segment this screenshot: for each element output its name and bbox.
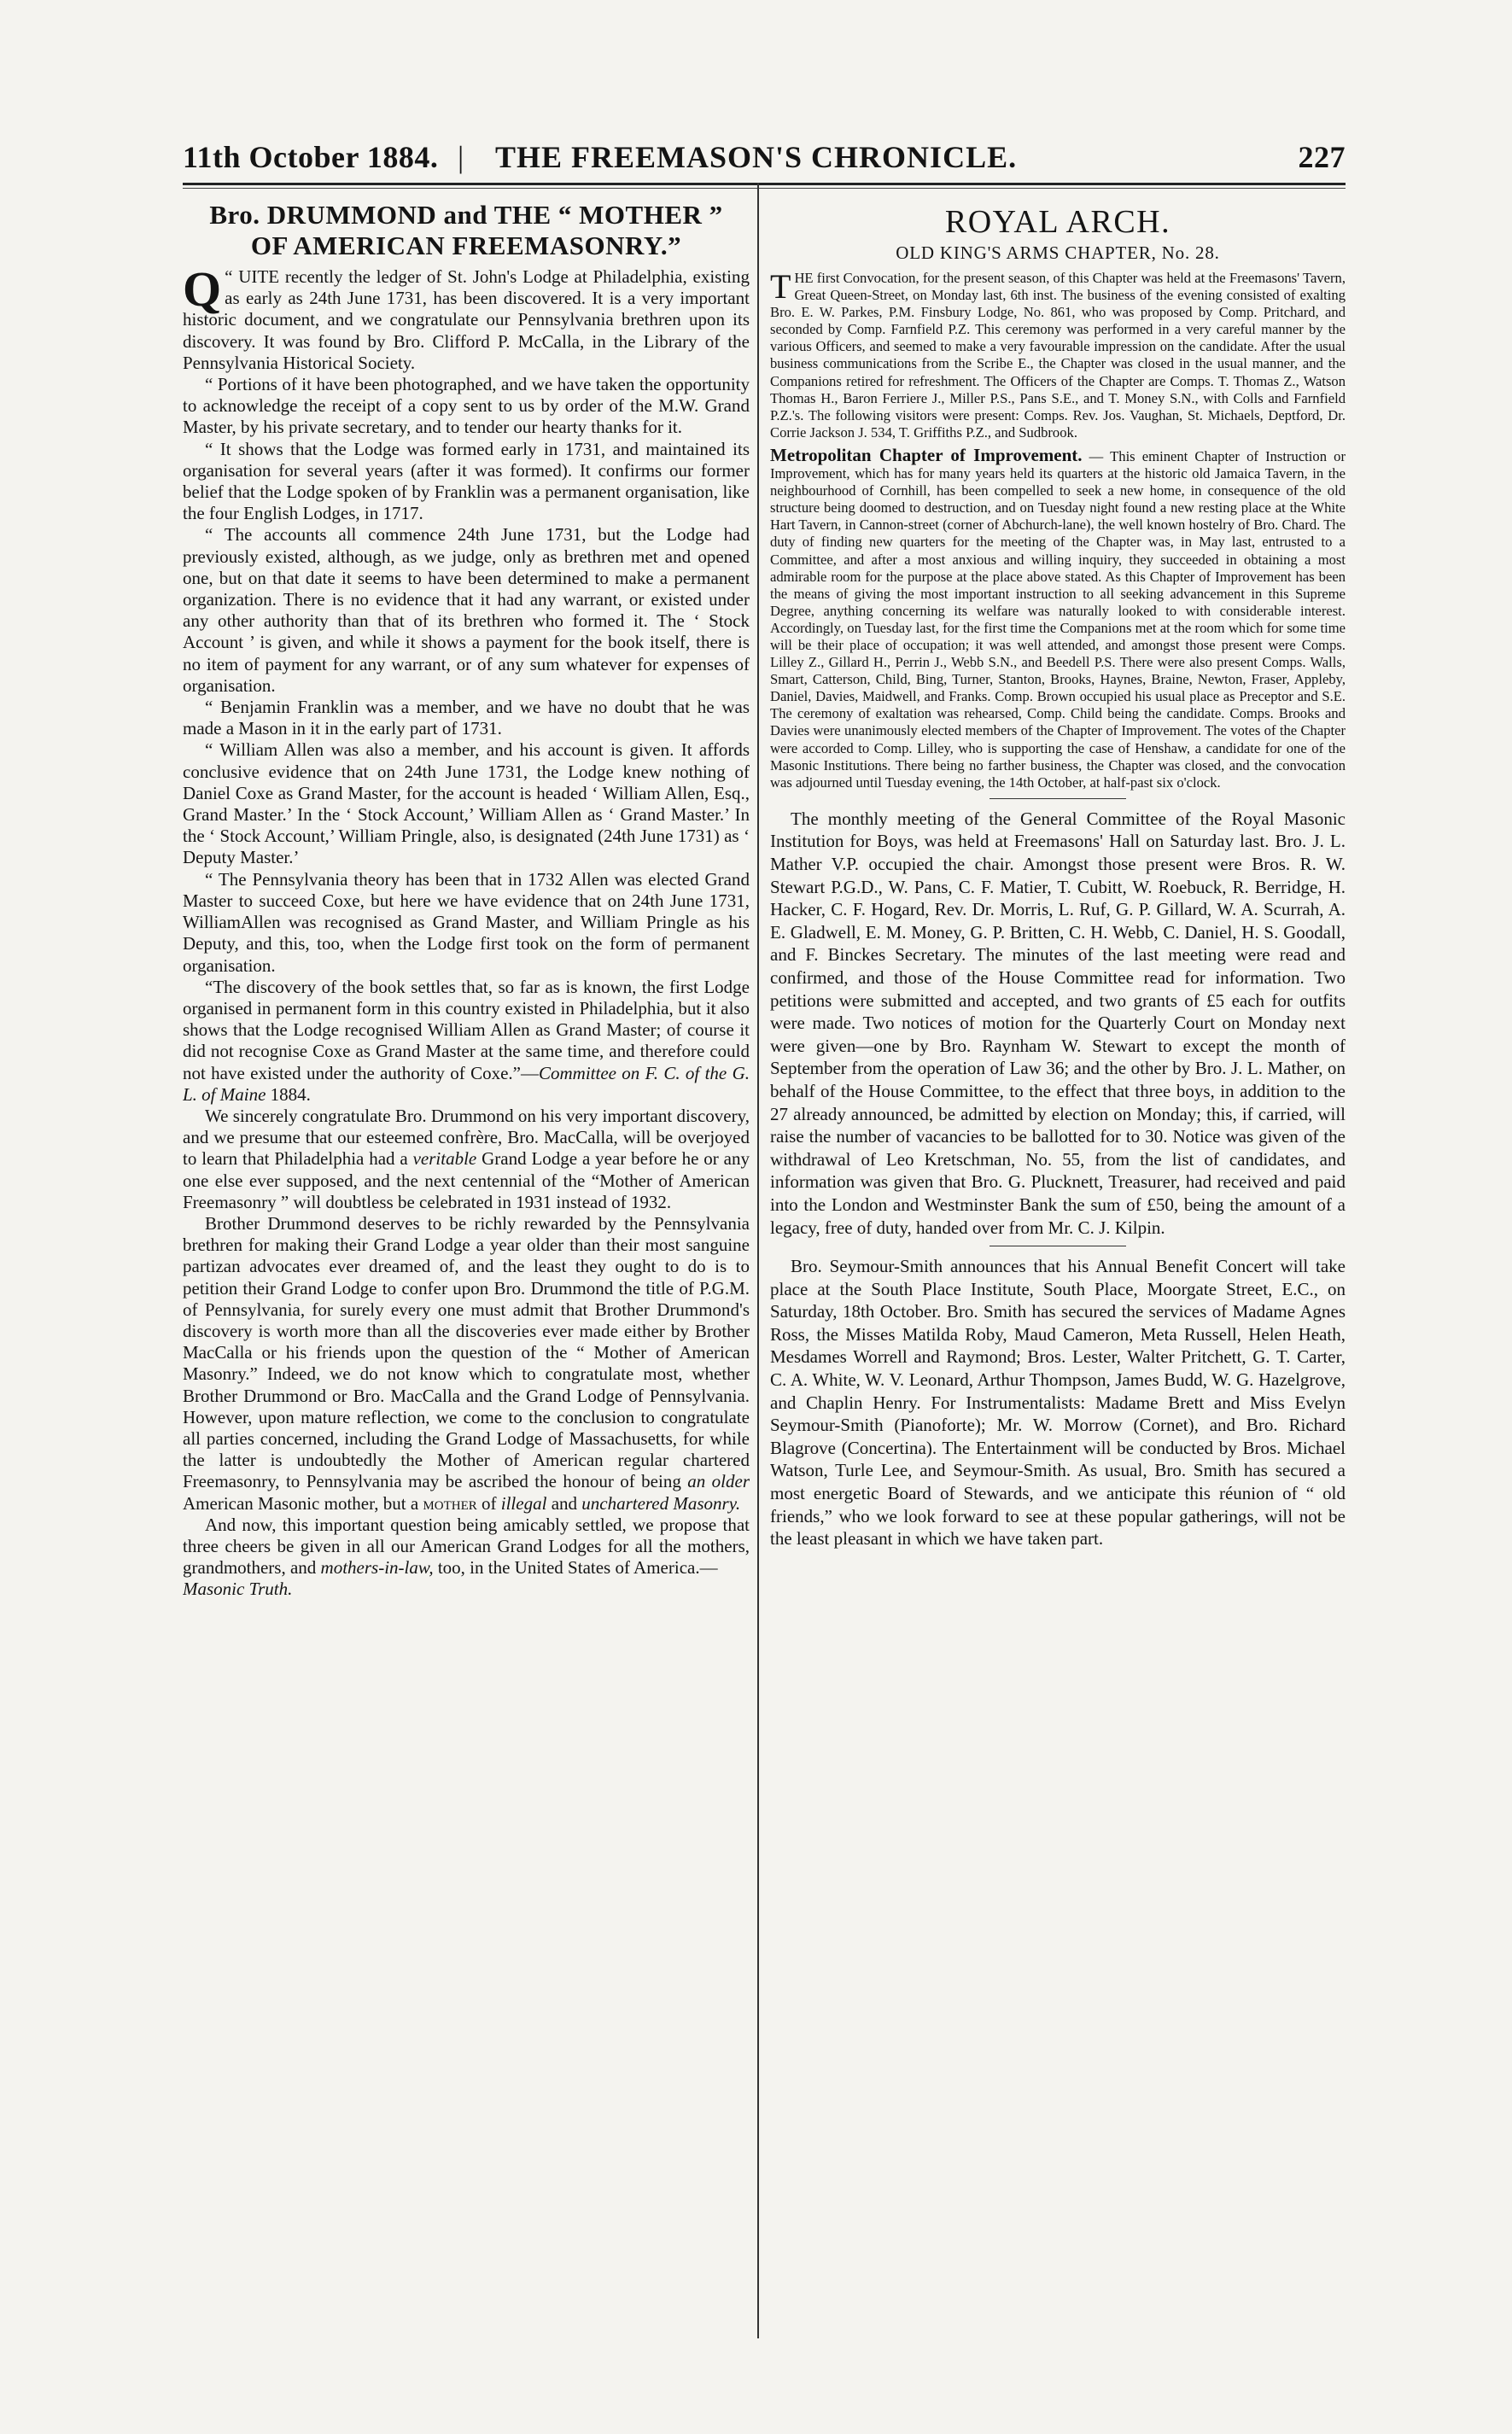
- publication-title: THE FREEMASON'S CHRONICLE.: [495, 140, 1018, 174]
- paragraph-1-text: UITE recently the ledger of St. John's Lodge at Philadelphia, existing as early as 24th June 1731, has been discovered. It is a very important historic document, and we congratulate our Pennsylvania brethren upon its discovery. It was found by Bro. Clifford P. McCalla, in the Library of the Pennsylvania Historical Society.: [183, 266, 750, 373]
- paragraph-10-text-c: of: [476, 1492, 501, 1514]
- paragraph-4: “ The accounts all commence 24th June 1731, but the Lodge had previously existed, although, as we judge, only as brethren met and opened one, but on that date it seems to have been determined to make a permanent organization. There is no evidence that it had any warrant, or existed under any other authority than that of its brethren who formed it. The ‘ Stock Account ’ is given, and while it shows a payment for the book itself, there is no item of payment for any warrant, or of any sum whatever for expenses of organisation.: [183, 524, 750, 696]
- paragraph-6: “ William Allen was also a member, and his account is given. It affords conclusive evidence that on 24th June 1731, the Lodge knew nothing of Daniel Coxe as Grand Master, for the account is headed ‘ William Allen, Esq., Grand Master.’ In the ‘ Stock Account,’ William Allen as ‘ Grand Master.’ In the ‘ Stock Account,’ William Pringle, also, is designated (24th June 1731) as ‘ Deputy Master.’: [183, 739, 750, 868]
- source-credit-text: Masonic Truth.: [183, 1579, 293, 1600]
- chapter-heading: OLD KING'S ARMS CHAPTER, No. 28.: [896, 242, 1220, 263]
- boys-institution-notice: [770, 808, 1346, 1239]
- section-heading-royal-arch: ROYAL ARCH.: [944, 204, 1171, 240]
- paragraph-10-small-caps: mother: [423, 1492, 477, 1514]
- paragraph-11-text-a: And now, this important question being amicably settled, we propose that three cheers be given in all our American Grand Lodges for all the mothers, grandmothers, and: [183, 1514, 750, 1579]
- paragraph-10-emphasis-3: unchartered Masonry.: [581, 1492, 741, 1514]
- paragraph-10-emphasis-2: illegal: [500, 1492, 547, 1514]
- metropolitan-chapter-text: — This eminent Chapter of Instruction or Improvement, which has for many years held its quarters at the historic old Jamaica Tavern, in the neighbourhood of Cornhill, has been compelled to seek a new home, in consequence of the old structure being doomed to destruction, and on Tuesday night found a new resting place at the White Hart Tavern, in Cannon-street (corner of Abchurch-lane), the well known hostelry of Bro. Chard. The duty of finding new quarters for the meeting of the Chapter was, in May last, entrusted to a Committee, and after a most anxious and willing inquiry, they succeeded in obtaining a most admirable room for the purpose at the place above stated. As this Chapter of Improvement has been the means of giving the most important instruction to all seeking advancement in this Supreme Degree, anything concerning its welfare was naturally looked to with considerable interest. Accordingly, on Tuesday last, for the first time the Companions met at the room which for some time will be their place of occupation; it was well attended, and amongst those present were Comps. Lilley Z., Gillard H., Perrin J., Webb S.N., and Beedell P.S. There were also present Comps. Walls, Smart, Catterson, Child, Bing, Turner, Stanton, Brooks, Haynes, Braine, Newton, Fraser, Appleby, Daniel, Davies, Maidwell, and Franks. Comp. Brown occupied his usual place as Preceptor and S.E. The ceremony of exaltation was rehearsed, Comp. Child being the candidate. Comps. Brooks and Davies were unanimously elected members of the Chapter of Improvement. The votes of the Chapter were accorded to Comp. Lilley, who is supporting the case of Henshaw, a candidate for one of the Masonic Institutions. There being no farther business, the Chapter was closed, and the convocation was adjourned until Tuesday evening, the 14th October, at half-past six o'clock.: [770, 447, 1346, 791]
- metropolitan-chapter-heading: Metropolitan Chapter of Improvement.: [770, 444, 1083, 465]
- column-divider: [757, 183, 759, 2338]
- page-header: [183, 139, 1346, 182]
- drop-cap: Q: [183, 261, 222, 317]
- section-separator: [990, 798, 1126, 799]
- royal-arch-report: [770, 267, 1346, 791]
- drop-cap: T: [770, 267, 791, 306]
- paragraph-10-emphasis-1: an older: [687, 1471, 750, 1492]
- paragraph-1: [183, 261, 750, 374]
- paragraph-10: [183, 1213, 750, 1515]
- paragraph-2: “ Portions of it have been photographed, and we have taken the opportunity to acknowledge the receipt of a copy sent to us by order of the M.W. Grand Master, by his private secretary, and to tender our hearty thanks for it.: [183, 374, 750, 438]
- paragraph-3: “ It shows that the Lodge was formed early in 1731, and maintained its organisation for several years (after it was formed). It confirms our former belief that the Lodge spoken of by Franklin was a permanent organisation, like the four English Lodges, in 1717.: [183, 438, 750, 524]
- paragraph-9: [183, 1106, 750, 1213]
- article-title-line-2: OF AMERICAN FREEMASONRY.”: [250, 231, 682, 260]
- opening-quote: “: [225, 266, 239, 287]
- header-divider: |: [458, 140, 464, 174]
- paragraph-8-text: “The discovery of the book settles that, so far as is known, the first Lodge organised in permanent form in this country existed in Philadelphia, but it also shows that the Lodge recognised William Allen as Grand Master; of course it did not recognise Coxe as Grand Master at the same time, and therefore could not have existed under the authority of Coxe.”—: [183, 976, 750, 1083]
- paragraph-9-emphasis: veritable: [412, 1148, 477, 1170]
- paragraph-9-text-b: Grand Lodge a year before he or any one else ever supposed, and the next centennial of the “Mother of American Freemasonry ” will doubtless be celebrated in 1931 instead of 1932.: [183, 1148, 750, 1212]
- concert-notice: [770, 1255, 1346, 1550]
- source-credit: [183, 1579, 750, 1600]
- page-number: 227: [1298, 140, 1346, 174]
- issue-date: 11th October 1884.: [183, 140, 439, 174]
- citation: Committee on F. C. of the G. L. of Maine: [183, 1062, 750, 1105]
- paragraph-7: “ The Pennsylvania theory has been that in 1732 Allen was elected Grand Master to succeed Coxe, but here we have evidence that on 24th June 1731, WilliamAllen was recognised as Grand Master, and William Pringle as his Deputy, and this, too, when the Lodge first took on the form of permanent organisation.: [183, 868, 750, 976]
- chapter-report-paragraph: [770, 267, 1346, 441]
- paragraph-8: [183, 977, 750, 1106]
- paragraph-10-text-b: American Masonic mother, but a: [183, 1492, 423, 1514]
- paragraph-5: “ Benjamin Franklin was a member, and we have no doubt that he was made a Mason in it in the early part of 1731.: [183, 697, 750, 739]
- citation-year: 1884.: [266, 1083, 311, 1105]
- paragraph-10-text-d: and: [546, 1492, 582, 1514]
- paragraph-10-text-a: Brother Drummond deserves to be richly rewarded by the Pennsylvania brethren for making their Grand Lodge a year older than their most sanguine partizan advocates ever dreamed of, and the least they ought to do is to petition their Grand Lodge to confer upon Bro. Drummond the title of P.G.M. of Pennsylvania, for surely every one must admit that Brother Drummond's discovery is worth more than all the discoveries ever made either by Brother MacCalla or his friends upon the question of the “ Mother of American Masonry.” Indeed, we do not know which to congratulate most, whether Brother Drummond or Bro. MacCalla and the Grand Lodge of Pennsylvania. However, upon mature reflection, we come to the conclusion to congratulate all parties concerned, including the Grand Lodge of Massachusetts, for while the latter is undoubtedly the Mother of American regular chartered Freemasonry, to Pennsylvania may be ascribed the honour of being: [183, 1212, 750, 1492]
- header-rule-thin: [183, 188, 1346, 189]
- paragraph-11-emphasis: mothers-in-law,: [320, 1557, 434, 1579]
- paragraph-9-text-a: We sincerely congratulate Bro. Drummond on his very important discovery, and we presume that our esteemed confrère, Bro. MacCalla, will be overjoyed to learn that Philadelphia had a: [183, 1105, 750, 1170]
- paragraph-11-text-b: too, in the United States of America.—: [433, 1557, 718, 1579]
- metropolitan-chapter-paragraph: [770, 444, 1346, 791]
- paragraph-11: [183, 1515, 750, 1579]
- right-column: [770, 200, 1346, 2334]
- concert-paragraph: Bro. Seymour-Smith announces that his Annual Benefit Concert will take place at the South Place Institute, South Place, Moorgate Street, E.C., on Saturday, 18th October. Bro. Smith has secured the services of Madame Agnes Ross, the Misses Matilda Roby, Maud Cameron, Meta Russell, Helen Heath, Mesdames Worrell and Raymond; Bros. Lester, Walter Pritchett, G. T. Carter, C. A. White, W. V. Leonard, Arthur Thompson, James Budd, W. G. Hazelgrove, and Chaplin Henry. For Instrumentalists: Madame Brett and Miss Evelyn Seymour-Smith (Pianoforte); Mr. W. Morrow (Cornet), and Bro. Richard Blagrove (Concertina). The Entertainment will be conducted by Bros. Michael Watson, Turle Lee, and Seymour-Smith. As usual, Bro. Smith has secured a most energetic Board of Stewards, and we anticipate this réunion of “ old friends,” who we look forward to see at these popular gatherings, will not be the least pleasant in which we have taken part.: [770, 1256, 1346, 1550]
- left-column: [183, 200, 750, 2334]
- chapter-report-text: HE first Convocation, for the present season, of this Chapter was held at the Freemasons' Tavern, Great Queen-Street, on Monday last, 6th inst. The business of the evening consisted of exalting Bro. E. W. Parkes, P.M. Finsbury Lodge, No. 861, who was proposed by Comp. Pritchard, and seconded by Comp. Farnfield P.Z. This ceremony was performed in a very careful manner by the various Officers, and seemed to make a very favourable impression on the candidate. After the usual business communications from the Scribe E., the Chapter was closed in the usual manner, and the Companions retired for refreshment. The Officers of the Chapter are Comps. T. Thomas Z., Watson Thomas H., Baron Ferriere J., Miller P.S., Pans S.E., and T. Money S.N., with Colls and Farnfield P.Z.'s. The following visitors were present: Comps. Rev. Jos. Vaughan, St. Michaels, Deptford, Dr. Corrie Jackson J. 534, T. Griffiths P.Z., and Sudbrook.: [770, 270, 1346, 441]
- header-rule: [183, 183, 1346, 185]
- article-title: [183, 200, 750, 261]
- boys-institution-paragraph: The monthly meeting of the General Committee of the Royal Masonic Institution for Boys, was held at Freemasons' Hall on Saturday last. Bro. J. L. Mather V.P. occupied the chair. Amongst those present were Bros. R. W. Stewart P.G.D., W. Pans, C. F. Matier, T. Cubitt, W. Roebuck, R. Berridge, H. Hacker, C. F. Hogard, Rev. Dr. Morris, L. Ruf, G. P. Gillard, W. A. Scurrah, A. E. Gladwell, E. M. Money, G. P. Britten, C. H. Webb, C. Daniel, H. S. Goodall, and F. Binckes Secretary. The minutes of the last meeting were read and confirmed, and those of the House Committee read for information. Two petitions were submitted and accepted, and two grants of £5 each for outfits were made. Two notices of motion for the Quarterly Court on Monday next were given—one by Bro. Raynham W. Stewart to except the month of September from the operation of Law 36; and the other by Bro. J. L. Mather, on behalf of the House Committee, to the effect that three boys, in addition to the 27 already announced, be admitted by election on Monday; this, if carried, will raise the number of vacancies to be ballotted for to 30. Notice was given of the withdrawal of Leo Kretschman, No. 55, from the list of candidates, and information was given that Bro. G. Plucknett, Treasurer, had received and paid into the London and Westminster Bank the sum of £50, being the amount of a legacy, free of duty, handed over from Mr. C. J. Kilpin.: [770, 808, 1346, 1238]
- article-title-line-1: Bro. DRUMMOND and THE “ MOTHER ”: [209, 200, 723, 230]
